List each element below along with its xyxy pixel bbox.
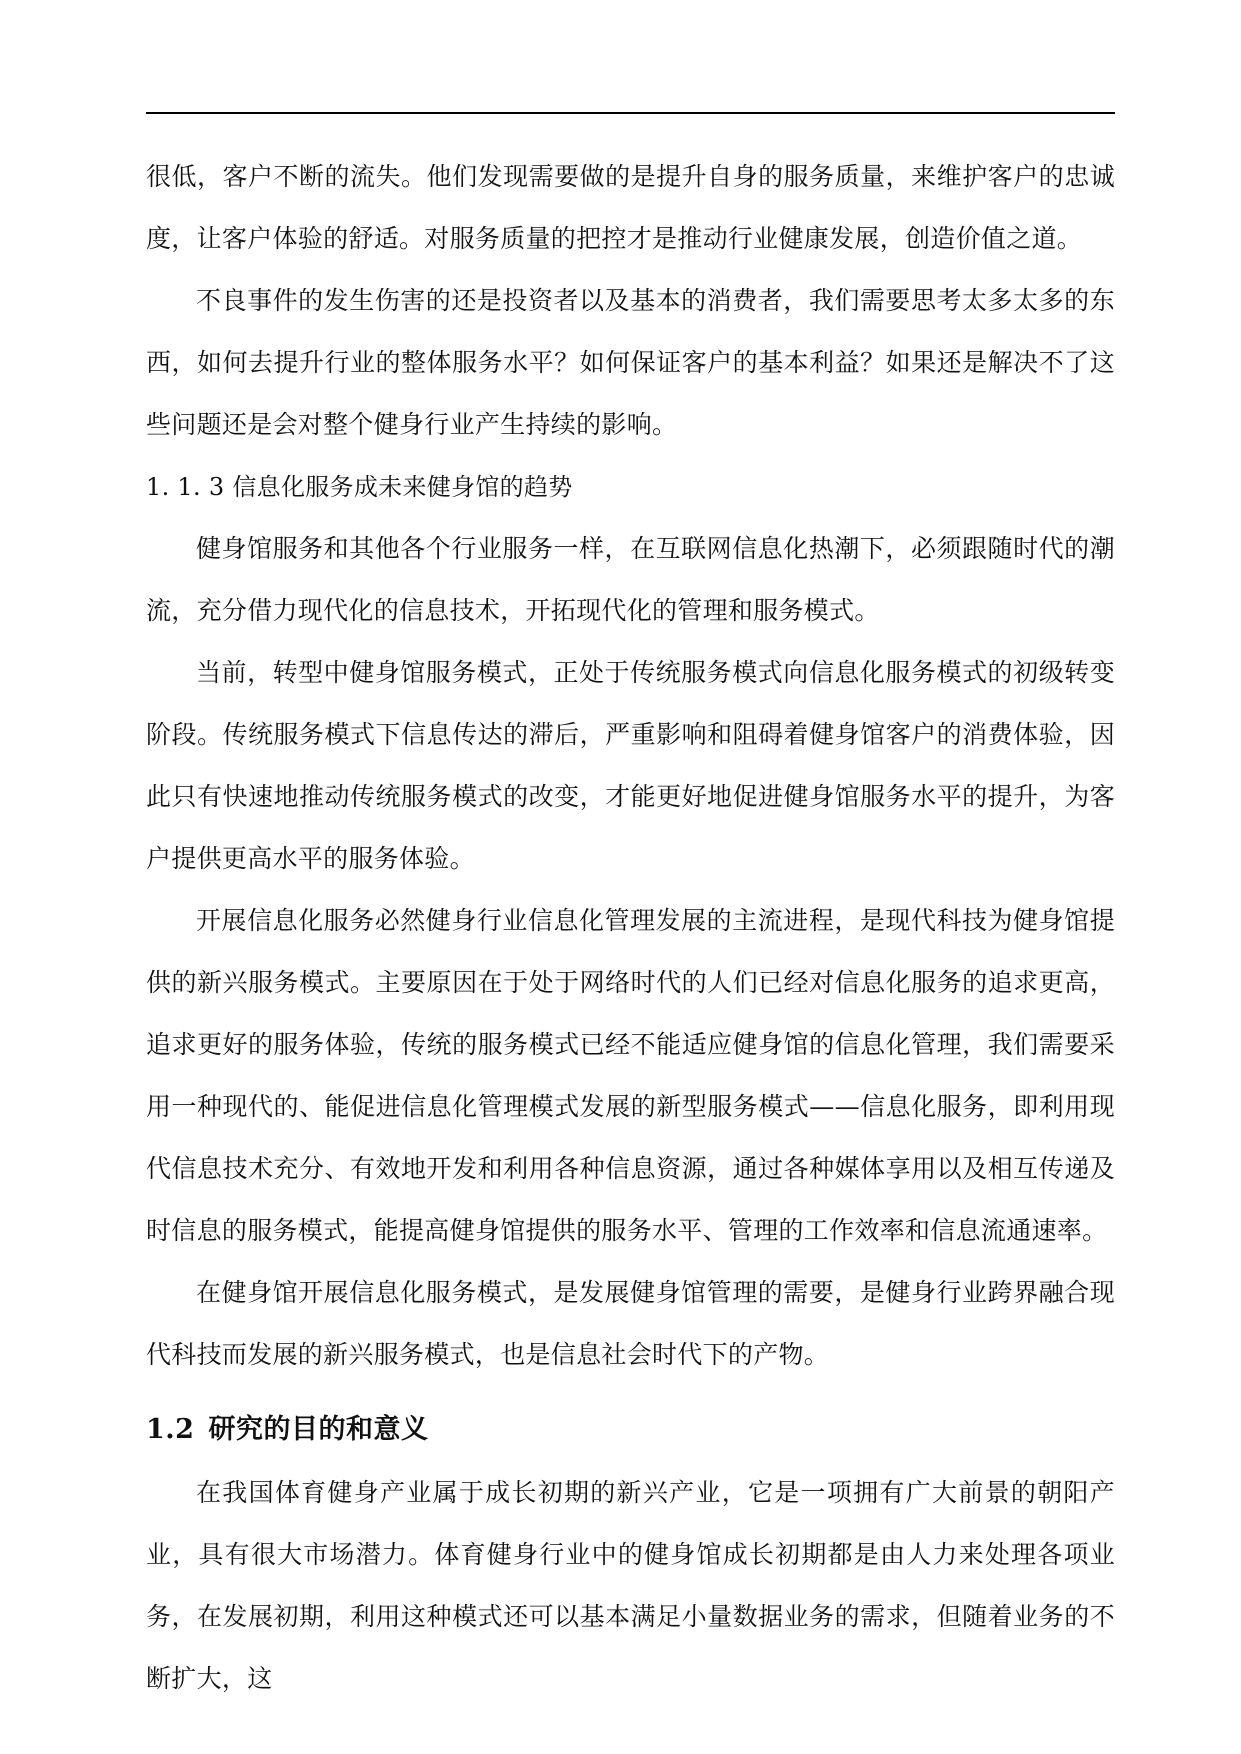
subsection-title: 1. 1. 3 信息化服务成未来健身馆的趋势	[146, 473, 573, 501]
document-body	[146, 146, 1115, 1710]
paragraph-6: 在健身馆开展信息化服务模式，是发展健身馆管理的需要，是健身行业跨界融合现代科技而发展的新兴服务模式，也是信息社会时代下的产物。	[146, 1278, 1115, 1369]
header-rule	[146, 112, 1115, 114]
paragraph-3: 健身馆服务和其他各个行业服务一样，在互联网信息化热潮下，必须跟随时代的潮流，充分借力现代化的信息技术，开拓现代化的管理和服务模式。	[146, 534, 1115, 625]
paragraph-4: 当前，转型中健身馆服务模式，正处于传统服务模式向信息化服务模式的初级转变阶段。传统服务模式下信息传达的滞后，严重影响和阻碍着健身馆客户的消费体验，因此只有快速地推动传统服务模式的改变，才能更好地促进健身馆服务水平的提升，为客户提供更高水平的服务体验。	[146, 658, 1115, 873]
paragraph-2: 不良事件的发生伤害的还是投资者以及基本的消费者，我们需要思考太多太多的东西，如何去提升行业的整体服务水平？如何保证客户的基本利益？如果还是解决不了这些问题还是会对整个健身行业产生持续的影响。	[146, 286, 1115, 439]
section-number: 1.2	[146, 1414, 195, 1445]
paragraph-1: 很低，客户不断的流失。他们发现需要做的是提升自身的服务质量，来维护客户的忠诚度，让客户体验的舒适。对服务质量的把控才是推动行业健康发展，创造价值之道。	[146, 162, 1115, 253]
paragraph-5: 开展信息化服务必然健身行业信息化管理发展的主流进程，是现代科技为健身馆提供的新兴服务模式。主要原因在于处于网络时代的人们已经对信息化服务的追求更高，追求更好的服务体验，传统的服务模式已经不能适应健身馆的信息化管理，我们需要采用一种现代的、能促进信息化管理模式发展的新型服务模式——信息化服务，即利用现代信息技术充分、有效地开发和利用各种信息资源，通过各种媒体享用以及相互传递及时信息的服务模式，能提高健身馆提供的服务水平、管理的工作效率和信息流通速率。	[146, 906, 1115, 1245]
paragraph-7: 在我国体育健身产业属于成长初期的新兴产业，它是一项拥有广大前景的朝阳产业，具有很大市场潜力。体育健身行业中的健身馆成长初期都是由人力来处理各项业务，在发展初期，利用这种模式还可以基本满足小量数据业务的需求，但随着业务的不断扩大，这	[146, 1478, 1115, 1693]
section-title: 研究的目的和意义	[208, 1414, 429, 1445]
section-heading	[146, 1398, 1115, 1462]
